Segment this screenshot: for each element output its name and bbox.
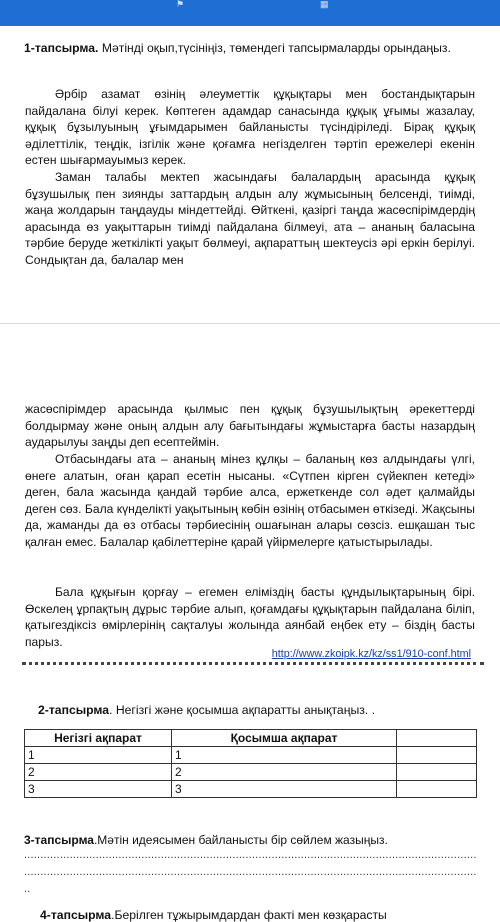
table-row (25, 764, 477, 781)
paragraph-5: Бала құқығын қорғау – егемен еліміздің басты құндылықтарының бірі. Өскелең ұрпақтың дұрыс тәрбие алып, қоғамдағы құқықтарын пайдалана біліп, қатыгездіксіз өмірлерінің сақталуы жолында аянбай еңбек ету – біздің басты парыз. (25, 585, 475, 649)
task-4-label: 4-тапсырма (40, 908, 112, 922)
table-cell[interactable] (397, 781, 477, 798)
table-cell[interactable]: 2 (172, 764, 397, 781)
table-cell[interactable]: 1 (172, 747, 397, 764)
page-break (0, 323, 500, 382)
table-cell[interactable] (397, 747, 477, 764)
dotted-divider (22, 662, 484, 665)
table-row (25, 781, 477, 798)
source-link[interactable]: http://www.zkoipk.kz/kz/ss1/910-conf.html (271, 648, 471, 660)
paragraph-2: Заман талабы мектеп жасындағы балалардың арасында құқық бұзушылық пен зиянды заттардың алдын алу жұмысының белсенді, тиімді, жаңа жолдарын таңдауды міндеттейді. Өйткені, қазіргі таңда жасөспірімдердің арасында өз уақыттарын тиімді пайдалана білмеуі, ата – ананың баласына тәрбие беруде жеткілікті уақыт бөлмеуі, ақпараттың шектеусіз әрі еркін берілуі. Сондықтан да, балалар мен (25, 170, 475, 267)
viewer-toolbar (0, 0, 500, 26)
table-cell[interactable] (397, 764, 477, 781)
table-row (25, 747, 477, 764)
task-3-label: 3-тапсырма (24, 833, 94, 847)
grid-icon[interactable]: ▦ (320, 0, 329, 9)
task-2-label: 2-тапсырма (38, 703, 110, 717)
task-4-text: .Берілген тұжырымдардан факті мен көзқарасты (111, 908, 387, 922)
table-header-row (25, 730, 477, 747)
paragraph-4: Отбасындағы ата – ананың мінез құлқы – баланың көз алдындағы үлгі, өнеге алатын, оған қарап есетін нысаны. «Сүтпен кірген сүйекпен кетеді» деген, бала жасында қандай тәрбие алса, ержеткенде сол әдет қалмайды деген сөз. Бала күнделікті уақытының көбін өзінің отбасымен өткізеді. Жақсыны да, жаманды да өз отбасы тәрбиесінің ошағынан алары сөзсіз. ешқашан тыс қалған емес. Балалар қабілеттеріне қарай үйірмелерге қатыстырылады. (25, 452, 475, 549)
task-2-text: . Негізгі және қосымша ақпаратты анықтаңыз. . (109, 703, 375, 717)
paragraph-1: Әрбір азамат өзінің әлеуметтік құқықтары мен бостандықтарын пайдалана білуі керек. Көптеген адамдар санасында құқық ұғымы жазалау, құқық бұзылуының ұғымдарымен байланысты түсіндіріледі. Бірақ құқық әділеттілік, теңдік, ізгілік және қоғамға негізделген тәртіп ережелері екенін естен шығармауымыз керек. (25, 87, 475, 168)
answer-line[interactable]: .. (24, 883, 31, 895)
task-1-heading (24, 40, 474, 56)
paragraph-3: жасөспірімдер арасында қылмыс пен құқық бұзушылықтың әрекеттерді болдырмау және оның алдын алу бағытындағы жұмыстарға басты назардың аударылуы заңды деп есептеймін. (25, 402, 475, 450)
task-1-label: 1-тапсырма. (24, 41, 99, 55)
table-header-main: Негізгі ақпарат (25, 730, 172, 747)
answer-line[interactable]: ........................................................................................................................................... (24, 866, 477, 878)
task-3-text: .Мәтін идеясымен байланысты бір сөйлем жазыңыз. (93, 833, 388, 847)
table-header-extra: Қосымша ақпарат (172, 730, 397, 747)
task-4-heading (40, 908, 387, 922)
table-cell[interactable]: 3 (172, 781, 397, 798)
table-cell[interactable]: 2 (25, 764, 172, 781)
table-header-blank (397, 730, 477, 747)
task-3-heading (24, 833, 388, 847)
info-table (24, 729, 477, 798)
task-1-text: Мәтінді оқып,түсініңіз, төмендегі тапсырмаларды орындаңыз. (98, 41, 451, 55)
bookmark-icon[interactable]: ⚑ (176, 0, 185, 9)
task-2-heading (38, 703, 375, 717)
table-cell[interactable]: 3 (25, 781, 172, 798)
table-cell[interactable]: 1 (25, 747, 172, 764)
answer-line[interactable]: ........................................................................................................................................... (24, 849, 477, 861)
